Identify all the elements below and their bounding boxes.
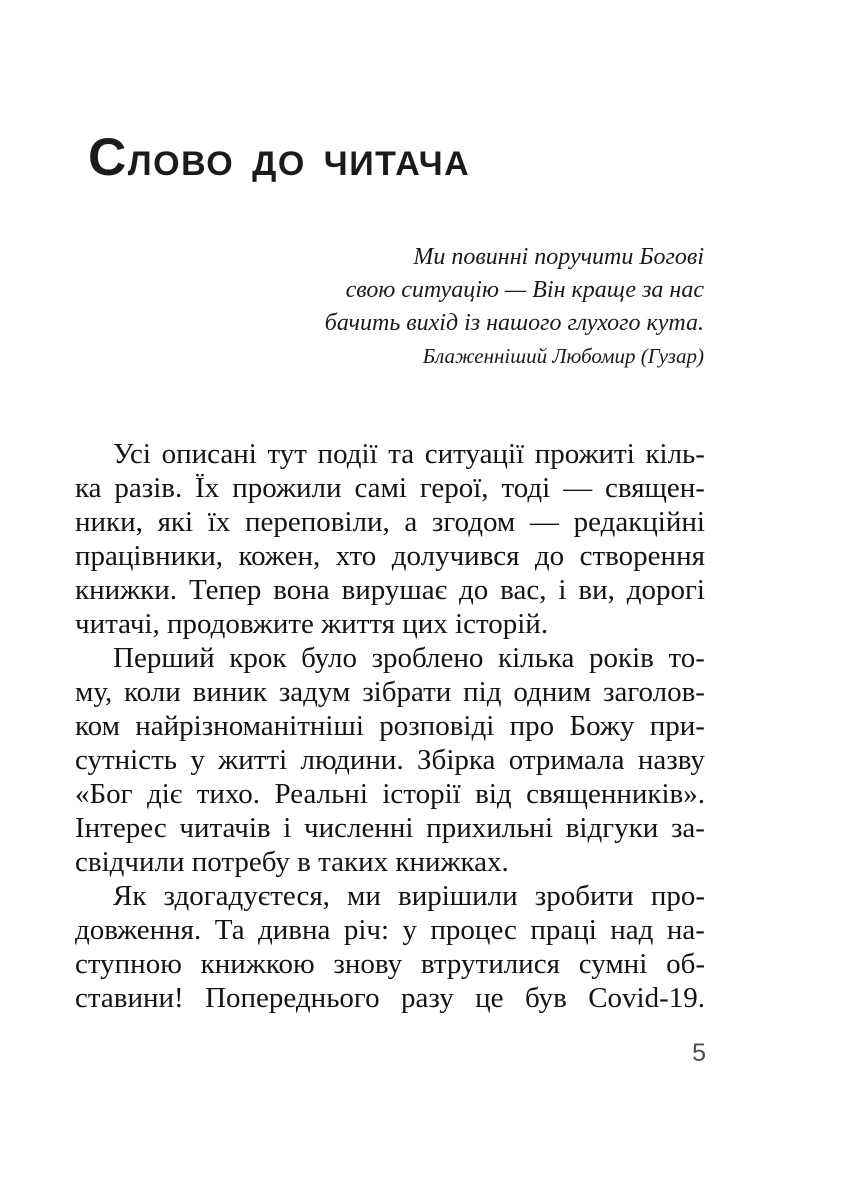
epigraph-line: Ми повинні поручити Богові (413, 244, 704, 270)
text-line: ступною книжкою знову втрутилися сумні об- (75, 948, 705, 980)
text-line: працівники, кожен, хто долучився до створення (75, 540, 705, 572)
text-line: читачі, продовжите життя цих історій. (75, 608, 549, 640)
text-line: сутність у житті людини. Збірка отримала назву (75, 744, 705, 776)
text-line: «Бог діє тихо. Реальні історії від священників». (75, 778, 705, 810)
body-text (75, 437, 705, 1015)
text-line: ка разів. Їх прожили самі герої, тоді — священ- (75, 472, 705, 504)
text-line: Інтерес читачів і численні прихильні відгуки за- (75, 812, 705, 844)
page-title-initial: С (88, 128, 128, 187)
text-line: Перший крок було зроблено кілька років то- (113, 642, 705, 674)
text-line: книжки. Тепер вона вирушає до вас, і ви, дорогі (75, 574, 705, 606)
epigraph-lines (325, 241, 704, 340)
text-line: му, коли виник задум зібрати під одним заголов- (75, 676, 705, 708)
page-title (88, 128, 471, 190)
page-number: 5 (692, 1039, 707, 1067)
epigraph (325, 241, 704, 373)
epigraph-line: бачить вихід із нашого глухого кута. (324, 310, 704, 336)
epigraph-attribution: Блаженніший Любомир (Гузар) (422, 344, 704, 368)
text-line: Усі описані тут події та ситуації прожиті кіль- (113, 438, 705, 470)
epigraph-line: свою ситуацію — Він краще за нас (345, 277, 704, 303)
page-title-rest: ЛОВО ДО ЧИТАЧА (127, 145, 471, 183)
text-line: Як здогадуєтеся, ми вирішили зробити про- (113, 880, 705, 912)
text-line: свідчили потребу в таких книжках. (75, 846, 509, 878)
text-line: ставини! Попереднього разу це був Covid-19. (75, 982, 705, 1014)
text-line: ники, які їх переповіли, а згодом — редакційні (75, 506, 705, 538)
text-line: ком найрізноманітніші розповіді про Божу при- (75, 710, 705, 742)
text-line: довження. Та дивна річ: у процес праці над на- (75, 914, 705, 946)
